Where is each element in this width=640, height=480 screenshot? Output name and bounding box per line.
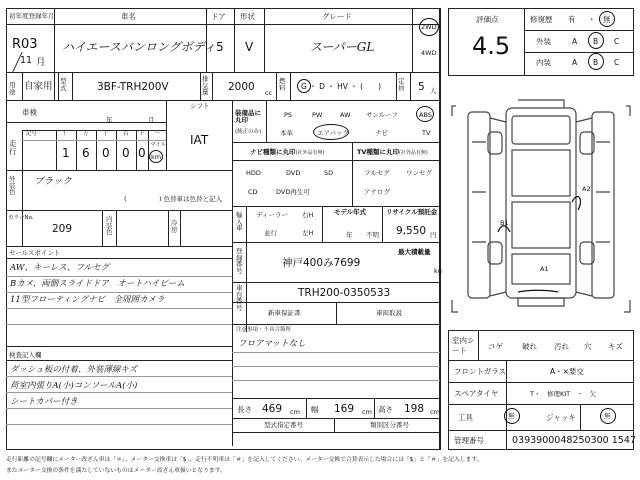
equip-abs: ABS bbox=[419, 111, 432, 119]
import-dealer: ディーラー bbox=[256, 211, 288, 219]
chassis-value: TRH200-0350533 bbox=[298, 287, 391, 299]
int-grade-a: A bbox=[572, 58, 578, 67]
tv-label: TV種類に丸印(社外品有無) bbox=[357, 148, 428, 156]
body-type-value: V bbox=[245, 40, 254, 54]
capacity-unit: 人 bbox=[430, 87, 437, 95]
seat-item-1: コゲ bbox=[488, 342, 503, 351]
inspection-year-label: 年 bbox=[106, 116, 113, 124]
recycle-label: リサイクル預託金 bbox=[386, 208, 438, 216]
car-damage-diagram bbox=[448, 92, 634, 324]
registration-plate: 神戸400み7699 bbox=[282, 257, 361, 269]
model-label: 型式 bbox=[60, 77, 67, 92]
ext-grade-c: C bbox=[614, 37, 620, 46]
mileage-digit-2: 6 bbox=[82, 146, 90, 160]
digit-label-2: 万 bbox=[83, 131, 89, 137]
equip-pw: PW bbox=[312, 111, 323, 119]
reg-month-unit: 月 bbox=[36, 57, 46, 68]
seat-label: 室内シート bbox=[452, 336, 475, 355]
unit-mile: マイル bbox=[150, 142, 167, 148]
notes-label: 注意事項・不具合箇所 bbox=[236, 327, 292, 333]
grade-label: グレード bbox=[322, 12, 352, 21]
mileage-digit-5: 0 bbox=[138, 146, 146, 160]
symbol-label: 記号 bbox=[26, 131, 38, 137]
navi-label-note: (社外品有無) bbox=[295, 150, 325, 156]
drive-2wd: 2WD bbox=[421, 23, 437, 31]
fuel-options: G ・ D ・ HV ・ ( ) bbox=[301, 82, 382, 91]
equipment-label: 装備品に丸印 bbox=[235, 109, 261, 124]
mileage-digit-4: 0 bbox=[122, 146, 130, 160]
front-glass-label: フロントガラス bbox=[454, 367, 507, 376]
sales-points-label: セールスポイント bbox=[9, 249, 61, 257]
cc-unit: cc bbox=[265, 89, 273, 97]
ext-grade-b: B bbox=[593, 37, 599, 46]
width-unit: cm bbox=[362, 408, 372, 416]
model-value: 3BF-TRH200V bbox=[97, 81, 169, 93]
inspection-note-1: ダッシュ板の付着、外装薄線キズ bbox=[10, 365, 138, 375]
reg-era-year: R03 bbox=[12, 37, 38, 52]
ext-grade-a: A bbox=[572, 37, 578, 46]
seat-item-5: キズ bbox=[608, 342, 623, 351]
int-grade-b: B bbox=[593, 58, 599, 67]
width-label: 幅 bbox=[311, 405, 319, 414]
inspection-note-3: シートカバー付き bbox=[10, 397, 78, 407]
footer-line-1: 走行距離の記号欄にメーター改ざん車は「＊」、メーター交換車は「$」、走行不明車は「＃」を記入してください。メーター交換で合算表示した場合には「$」と「＃」を記入します。 bbox=[6, 457, 483, 463]
spare-tire-value: T・ 修理KIT ・ 欠 bbox=[530, 390, 597, 398]
height-value: 198 bbox=[404, 403, 425, 415]
equip-ps: PS bbox=[284, 111, 293, 119]
max-load-unit: kg bbox=[434, 267, 442, 275]
travel-label: 走行 bbox=[9, 139, 17, 156]
tv-oneseg: ワンセグ bbox=[406, 169, 432, 177]
navi-dvd-play: DVD再生可 bbox=[276, 188, 310, 196]
notes-value: フロアマットなし bbox=[238, 339, 306, 349]
vehicle-manual: 車両取説 bbox=[376, 309, 402, 317]
equip-aw: AW bbox=[340, 111, 351, 119]
reg-year-label: 初年度登録年月 bbox=[9, 12, 55, 20]
length-label: 長さ bbox=[237, 405, 252, 414]
repair-yes: 有 bbox=[568, 15, 576, 24]
equip-airbag: エアバック bbox=[317, 129, 349, 137]
damage-mark-a1: A1 bbox=[540, 265, 549, 273]
damage-mark-a2: A2 bbox=[582, 185, 591, 193]
inspection-label: 車検 bbox=[22, 108, 37, 117]
tv-fullseg: フルセグ bbox=[364, 169, 390, 177]
equip-navi: ナビ bbox=[375, 129, 388, 137]
inspection-note-2: 荷室内張りA(小)コンソールA(小) bbox=[10, 381, 138, 391]
displacement-value: 2000 bbox=[228, 81, 255, 93]
damage-mark-b1: B1 bbox=[500, 219, 509, 227]
car-name-label: 車名 bbox=[121, 12, 136, 21]
digit-label-1: 十 bbox=[62, 131, 68, 137]
import-left: 左H bbox=[302, 229, 314, 237]
class-no-label: 類別区分番号 bbox=[370, 421, 409, 429]
tv-analog: アナログ bbox=[364, 188, 390, 196]
body-type-label: 形状 bbox=[240, 12, 255, 21]
digit-label-3: 千 bbox=[103, 131, 109, 137]
import-label: 輸入車 bbox=[236, 211, 243, 232]
tools-label: 工具 bbox=[458, 413, 473, 422]
grade-value: スーパーGL bbox=[310, 40, 375, 54]
chassis-label: 車台番号 bbox=[236, 284, 243, 312]
tv-label-note: (社外品有無) bbox=[398, 150, 428, 156]
navi-cd: CD bbox=[248, 188, 258, 196]
new-car-warranty: 新車保証書 bbox=[268, 309, 301, 317]
interior-color-label: 内装色 bbox=[106, 215, 113, 236]
front-glass-value: A・×要交 bbox=[550, 367, 584, 376]
drive-4wd: 4WD bbox=[421, 49, 437, 57]
sales-point-2: Bカメ、両側スライドドア オートハイビーム bbox=[10, 279, 185, 289]
navi-label: ナビ種類に丸印(社外品有無) bbox=[250, 148, 325, 156]
repair-label: 修復歴 bbox=[530, 15, 553, 24]
inspection-month-label: 月 bbox=[148, 116, 155, 124]
doors-label: ドア bbox=[211, 12, 226, 21]
height-label: 高さ bbox=[378, 405, 393, 414]
digit-label-4: 百 bbox=[123, 131, 129, 137]
sales-point-1: AW、キーレス、フルセグ bbox=[10, 263, 110, 273]
model-year-unit: 年 bbox=[346, 231, 353, 239]
shift-label: シフト bbox=[190, 102, 210, 110]
color-no-label: カラーNo. bbox=[8, 215, 34, 221]
ext-grade-label: 外装 bbox=[536, 37, 551, 46]
spare-tire-label: スペアタイヤ bbox=[454, 389, 499, 398]
cold-label: 冷房 bbox=[171, 219, 178, 234]
model-year-unknown: 不明 bbox=[366, 231, 379, 239]
tools-value: 無 bbox=[508, 412, 515, 420]
equip-leather: 本革 bbox=[280, 129, 293, 137]
equip-sunroof: サンルーフ bbox=[366, 111, 398, 119]
max-load-label: 最大積載量 bbox=[398, 248, 431, 256]
seat-item-2: 破れ bbox=[522, 342, 537, 351]
doors-value: 5 bbox=[216, 40, 224, 54]
type-cert-label: 型式指定番号 bbox=[264, 421, 303, 429]
digit-label-5: 十 bbox=[139, 131, 145, 137]
import-parallel: 並行 bbox=[264, 229, 277, 237]
usage-label: 用途 bbox=[9, 81, 16, 96]
capacity-value: 5 bbox=[418, 81, 425, 93]
exterior-color: ブラック bbox=[34, 176, 72, 187]
capacity-label: 定員 bbox=[398, 77, 405, 92]
model-year-label: モデル年式 bbox=[334, 208, 367, 216]
height-unit: cm bbox=[430, 408, 440, 416]
fuel-label: 燃料 bbox=[279, 77, 286, 92]
exterior-label: 外装色 bbox=[9, 175, 16, 196]
navi-dvd: DVD bbox=[286, 169, 301, 177]
jack-value: 無 bbox=[604, 412, 611, 420]
mileage-digit-1: 1 bbox=[62, 146, 70, 160]
sales-point-3: 11型フローティングナビ 全周囲カメラ bbox=[10, 295, 165, 305]
repair-no: 無 bbox=[603, 15, 611, 24]
usage-value: 自家用 bbox=[24, 81, 53, 92]
seat-item-4: 穴 bbox=[584, 342, 592, 351]
navi-hdd: HDD bbox=[246, 169, 261, 177]
repair-dot: ・ bbox=[588, 15, 596, 24]
inspection-notes-label: 検査記入欄 bbox=[9, 351, 42, 359]
equip-tv: TV bbox=[422, 129, 431, 137]
int-grade-label: 内装 bbox=[536, 58, 551, 67]
shift-value: IAT bbox=[190, 133, 209, 147]
jack-label: ジャッキ bbox=[546, 413, 576, 422]
length-unit: cm bbox=[290, 408, 300, 416]
rating-label: 評価点 bbox=[476, 15, 499, 24]
unit-km: km bbox=[151, 153, 162, 161]
control-no-value: 0393900048250300 1547 bbox=[512, 435, 636, 446]
control-no-label: 管理番号 bbox=[454, 436, 484, 445]
navi-sd: SD bbox=[324, 169, 334, 177]
registration-label: 登録番号 bbox=[236, 247, 243, 275]
digit-label-6: 一 bbox=[154, 131, 160, 137]
car-name: ハイエースバンロングボディ bbox=[62, 40, 216, 54]
width-value: 169 bbox=[334, 403, 355, 415]
import-right: 右H bbox=[302, 211, 314, 219]
footer-line-2: またメーター交換の条件を満たしていないものはメーター改ざん車扱いとなります。 bbox=[6, 468, 226, 474]
int-grade-c: C bbox=[614, 58, 620, 67]
rating-value: 4.5 bbox=[472, 32, 511, 60]
length-value: 469 bbox=[262, 403, 283, 415]
reg-month: 11 bbox=[20, 55, 33, 66]
mileage-digit-3: 0 bbox=[102, 146, 110, 160]
equipment-sub-label: (純正のみ) bbox=[235, 129, 262, 135]
color-no-value: 209 bbox=[52, 223, 73, 235]
recycle-value: 9,550 bbox=[396, 225, 427, 237]
displacement-label: 排気量 bbox=[202, 75, 209, 96]
exterior-note: ( ) 色替車は色替と記入 bbox=[124, 195, 223, 203]
recycle-unit: 円 bbox=[430, 231, 437, 239]
seat-item-3: 汚れ bbox=[554, 342, 569, 351]
